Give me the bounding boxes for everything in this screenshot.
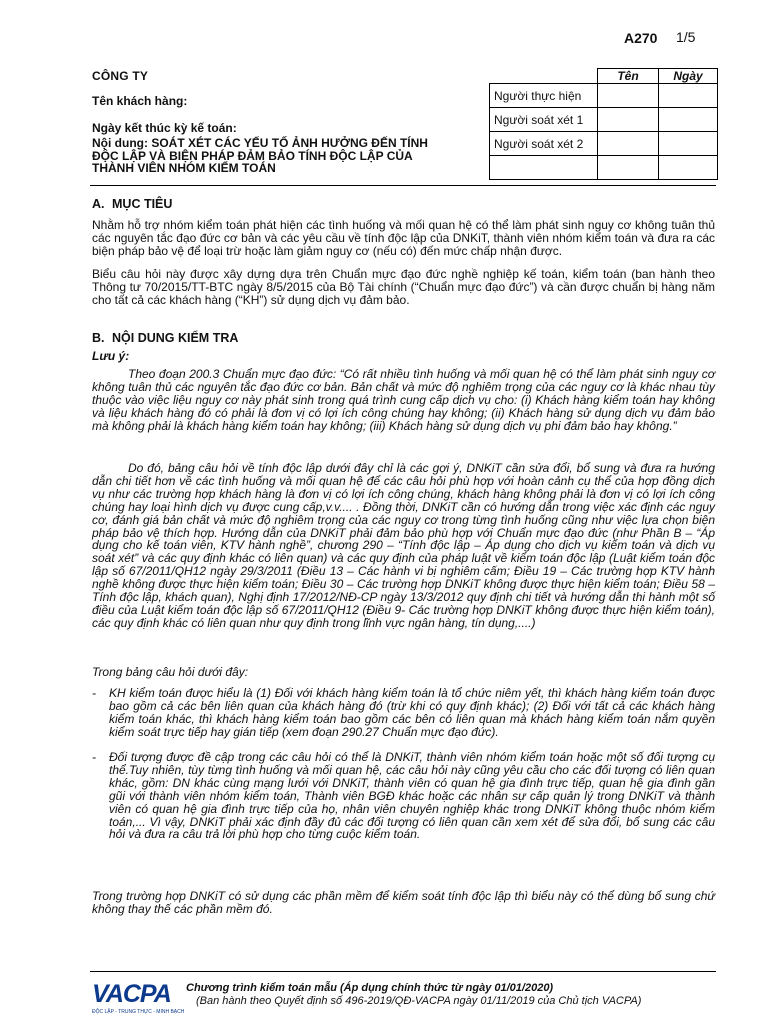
- form-code: A270: [624, 30, 658, 46]
- section-a-number: A.: [92, 197, 105, 211]
- section-b-number: B.: [92, 331, 105, 345]
- signoff-date-cell[interactable]: [659, 108, 718, 132]
- signoff-role: Người thực hiện: [490, 84, 598, 108]
- period-end-label: Ngày kết thúc kỳ kế toán:: [92, 121, 237, 135]
- section-b-paragraph-2: Do đó, bảng câu hỏi về tính độc lập dưới đây chỉ là các gợi ý, DNKiT cần sửa đổi, bổ sung và đưa ra hướng dẫn chi tiết hơn về các tình huống và mối quan hệ để các câu hỏi phù hợp với hoàn cảnh cụ thể của hợp đồng dịch vụ như các trường hợp khách hàng là đơn vị có lợi ích công chúng, khách hàng không phải là đơn vị có lợi ích công chúng hay loại hình dịch vụ được cung cấp,v.v.... . Đồng thời, DNKiT cần có hướng dẫn trong việc xác định các nguy cơ, đánh giá bản chất và mức độ nghiêm trọng của các nguy cơ trong từng tình huống cũng như việc lựa chọn biện pháp bảo vệ thích hợp. Hướng dẫn của DNKiT phải đảm bảo phù hợp với Chuẩn mực đạo đức (như Phần B – “Áp dụng cho kế toán viên, KTV hành nghề”, chương 290 – “Tính độc lập – Áp dụng cho dịch vụ kiểm toán và dịch vụ soát xét” và các quy định khác có liên quan) và các quy định của pháp luật về kiểm toán độc lập (Luật kiểm toán độc lập số 67/2011/QH12 ngày 29/3/2011 (Điều 13 – Các hành vi bị nghiêm cấm; Điều 19 – Các trường hợp KTV hành nghề không được thực hiện kiểm toán; Điều 30 – Các trường hợp DNKiT không được thực hiện kiểm toán; Điều 58 – Tính độc lập, khách quan), Nghị định 17/2012/NĐ-CP ngày 13/3/2012 quy định chi tiết và hướng dẫn thi hành một số điều của Luật kiểm toán độc lập số 67/2011/QH12 (Điều 9- Các trường hợp DNKiT không được thực hiện kiểm toán), các quy định khác có liên quan như quy định trong lĩnh vực ngân hàng, tín dụng,....): [92, 461, 715, 630]
- bullet-item: - KH kiểm toán được hiểu là (1) Đối với khách hàng kiểm toán là tổ chức niêm yết, thì khách hàng kiểm toán được bao gồm cả các bên liên quan của khách hàng đó (trừ khi có quy định khác); (2) Đối với tất cả các khách hàng kiểm toán khác, thì khách hàng kiểm toán bao gồm các bên có liên quan mà khách hàng kiểm toán nắm quyền kiểm soát trực tiếp hay gián tiếp (xem đoạn 290.27 Chuẩn mực đạo đức).: [92, 686, 715, 739]
- section-a-paragraph-1: Nhằm hỗ trợ nhóm kiểm toán phát hiện các tình huống và mối quan hệ có thể làm phát sinh nguy cơ không tuân thủ các nguyên tắc đạo đức cơ bản và các yêu cầu về tính độc lập của DNKiT, thành viên nhóm kiểm toán và đưa ra các biện pháp bảo vệ để loại trừ hoặc làm giảm nguy cơ (nếu có) đến mức chấp nhận được.: [92, 218, 715, 258]
- signoff-role: Người soát xét 2: [490, 132, 598, 156]
- section-b-paragraph-4: Trong trường hợp DNKiT có sử dụng các phần mềm để kiểm soát tính độc lập thì biểu này có thể dùng bổ sung chứ không thay thế các phần mềm đó.: [92, 889, 715, 916]
- bullet-text: Đối tượng được đề cập trong các câu hỏi có thể là DNKiT, thành viên nhóm kiểm toán hoặc một số đối tượng cụ thể.Tuy nhiên, tùy từng tình huống và mối quan hệ, các câu hỏi này cũng yêu cầu cho các đối tượng có liên quan khác, gồm: DN khác cùng mạng lưới với DNKiT, thành viên có quan hệ gia đình trực tiếp, quan hệ gia đình gần gũi với thành viên nhóm kiểm toán, Thành viên BGĐ khác hoặc các nhân sự cấp quản lý trong DNKiT và thành viên có quan hệ gia đình trực tiếp của họ, nhân viên chuyên nghiệp khác trong DNKiT không thuộc nhóm kiểm toán,... Vì vậy, DNKiT phải xác định đầy đủ các đối tượng có liên quan cần xem xét để sửa đổi, bổ sung các câu hỏi và đưa ra câu trả lời phù hợp cho từng cuộc kiểm toán.: [109, 750, 715, 842]
- footer-program-title: Chương trình kiểm toán mẫu (Áp dụng chính thức từ ngày 01/01/2020): [186, 982, 554, 994]
- section-a-title: MỤC TIÊU: [112, 197, 173, 211]
- signoff-header-row: [490, 69, 718, 84]
- signoff-col-name: Tên: [598, 69, 659, 84]
- page-number: 1/5: [676, 29, 696, 45]
- section-b-title: NỘI DUNG KIỂM TRA: [112, 331, 239, 345]
- signoff-row: [490, 108, 718, 132]
- signoff-name-cell[interactable]: [598, 108, 659, 132]
- vacpa-logo: [92, 980, 185, 1016]
- signoff-header-blank: [490, 69, 598, 84]
- signoff-date-cell[interactable]: [659, 156, 718, 180]
- section-a-paragraph-2: Biểu câu hỏi này được xây dựng dựa trên Chuẩn mực đạo đức nghề nghiệp kế toán, kiểm toán (ban hành theo Thông tư 70/2015/TT-BTC ngày 8/5/2015 của Bộ Tài chính (“Chuẩn mực đạo đức”) và cần được chuẩn bị hàng năm cho tất cả các khách hàng (“KH”) sử dụng dịch vụ đảm bảo.: [92, 267, 715, 307]
- content-title: Nội dung: SOÁT XÉT CÁC YẾU TỐ ẢNH HƯỞNG ĐẾN TÍNH ĐỘC LẬP VÀ BIỆN PHÁP ĐẢM BẢO TÍNH ĐỘC LẬP CỦA THÀNH VIÊN NHÓM KIỂM TOÁN: [92, 136, 428, 175]
- footer-divider: [90, 971, 716, 972]
- signoff-date-cell[interactable]: [659, 132, 718, 156]
- signoff-date-cell[interactable]: [659, 84, 718, 108]
- section-b-heading: [92, 331, 238, 345]
- logo-wordmark: VACPA: [92, 980, 171, 1008]
- signoff-role: Người soát xét 1: [490, 108, 598, 132]
- bullet-text: KH kiểm toán được hiểu là (1) Đối với khách hàng kiểm toán là tổ chức niêm yết, thì khách hàng kiểm toán được bao gồm cả các bên liên quan của khách hàng đó (trừ khi có quy định khác); (2) Đối với tất cả các khách hàng kiểm toán khác, thì khách hàng kiểm toán bao gồm các bên có liên quan mà khách hàng kiểm toán nắm quyền kiểm soát trực tiếp hay gián tiếp (xem đoạn 290.27 Chuẩn mực đạo đức).: [109, 686, 715, 739]
- section-a-heading: [92, 197, 172, 211]
- signoff-row: [490, 156, 718, 180]
- section-b-paragraph-1: Theo đoạn 200.3 Chuẩn mực đạo đức: “Có rất nhiều tình huống và mối quan hệ có thể làm phát sinh nguy cơ không tuân thủ các nguyên tắc đạo đức cơ bản. Bản chất và mức độ nghiêm trọng của các nguy cơ là khác nhau tùy thuộc vào việc liệu nguy cơ này phát sinh trong quá trình cung cấp dịch vụ cho: (i) Khách hàng kiểm toán hay không và liệu khách hàng đó có phải là đơn vị có lợi ích công chúng hay không; (ii) Khách hàng sử dụng dịch vụ đảm bảo mà không phải là khách hàng kiểm toán hay không; (iii) Khách hàng sử dụng dịch vụ phi đảm bảo hay không.”: [92, 367, 715, 433]
- signoff-name-cell[interactable]: [598, 156, 659, 180]
- bullet-item: - Đối tượng được đề cập trong các câu hỏi có thể là DNKiT, thành viên nhóm kiểm toán hoặc một số đối tượng cụ thể.Tuy nhiên, tùy từng tình huống và mối quan hệ, các câu hỏi này cũng yêu cầu cho các đối tượng có liên quan khác, gồm: DN khác cùng mạng lưới với DNKiT, thành viên có quan hệ gia đình trực tiếp, quan hệ gia đình gần gũi với thành viên nhóm kiểm toán, Thành viên BGĐ khác hoặc các nhân sự cấp quản lý trong DNKiT và thành viên có quan hệ gia đình trực tiếp của họ, nhân viên chuyên nghiệp khác trong DNKiT không thuộc nhóm kiểm toán,... Vì vậy, DNKiT phải xác định đầy đủ các đối tượng có liên quan cần xem xét để sửa đổi, bổ sung các câu hỏi và đưa ra câu trả lời phù hợp cho từng cuộc kiểm toán.: [92, 750, 715, 842]
- company-label: CÔNG TY: [92, 69, 149, 83]
- signoff-name-cell[interactable]: [598, 84, 659, 108]
- signoff-row: [490, 84, 718, 108]
- signoff-name-cell[interactable]: [598, 132, 659, 156]
- header-divider: [90, 185, 716, 186]
- signoff-role: [490, 156, 598, 180]
- note-label: Lưu ý:: [92, 349, 130, 363]
- signoff-table: [489, 68, 718, 180]
- logo-tagline: ĐỘC LẬP - TRUNG THỰC - MINH BẠCH: [92, 1009, 185, 1015]
- section-b-paragraph-3: Trong bảng câu hỏi dưới đây:: [92, 665, 249, 679]
- client-name-label: Tên khách hàng:: [92, 94, 188, 108]
- footer-decision-note: (Ban hành theo Quyết định số 496-2019/QĐ-VACPA ngày 01/11/2019 của Chủ tịch VACPA): [196, 995, 642, 1007]
- signoff-col-date: Ngày: [659, 69, 718, 84]
- signoff-row: [490, 132, 718, 156]
